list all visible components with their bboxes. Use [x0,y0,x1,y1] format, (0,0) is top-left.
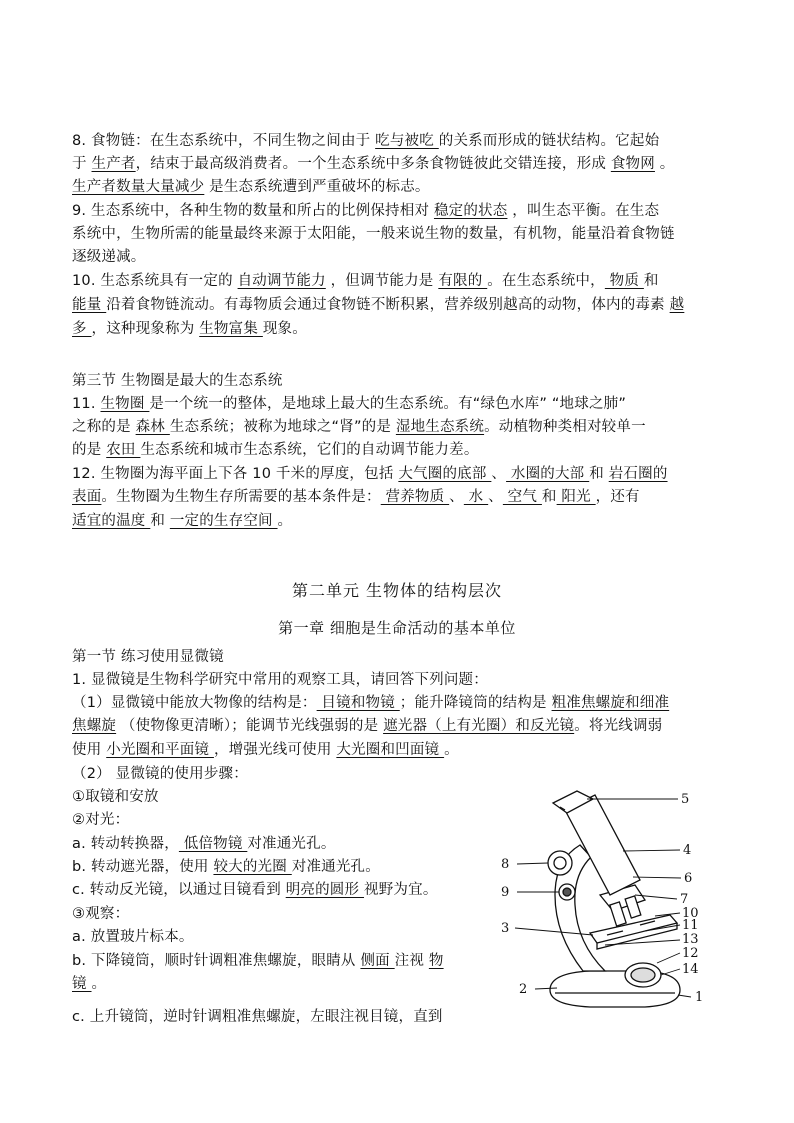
text-segment: ，但调节能力是 [325,273,439,289]
text-segment: 第一节 练习使用显微镜 [72,649,224,665]
text-line [72,393,626,415]
text-segment: 对准通光孔。 [247,836,336,852]
text-line [72,270,659,292]
unit-title: 第二单元 生物体的结构层次 [291,581,503,600]
text-line [72,763,248,785]
answer-blank: 目镜和物镜 [316,695,400,711]
text-segment: ，结束于最高级消费者。一个生态系统中多条食物链彼此交错连接，形成 [135,156,611,172]
text-segment: ①取镜和安放 [72,789,159,805]
text-segment: b. 转动遮光器，使用 [72,859,214,875]
text-segment: 。 [91,976,107,992]
text-segment: ，增强光线可使用 [213,742,337,758]
text-line [72,973,106,995]
answer-blank: 焦螺旋 [72,718,117,734]
label-4: 4 [683,843,692,858]
answer-blank: 森林 [135,419,170,435]
answer-blank: 遮光器（上有光圈）和反光镜 [383,718,575,734]
answer-blank: 生物富集 [199,321,263,337]
text-line [72,294,684,316]
answer-blank: 侧面 [360,953,395,969]
answer-blank: 水 [463,489,489,505]
answer-blank: 岩石圈的 [608,466,668,482]
text-segment: 对准通光孔。 [291,859,380,875]
text-segment: 、 [491,466,507,482]
text-line [72,856,380,878]
text-segment: 使用 [72,742,107,758]
text-segment: ，还有 [595,489,640,505]
text-line [72,176,430,198]
answer-blank: 低倍物镜 [178,836,248,852]
text-segment: 10. 生态系统具有一定的 [72,273,238,289]
chapter-title: 第一章 细胞是生命活动的基本单位 [278,619,516,637]
text-line [72,510,292,532]
label-3: 3 [501,921,510,936]
answer-blank: 适宜的温度 [72,513,151,529]
answer-blank: 生物圈 [100,396,150,412]
text-segment: ③观察： [72,906,130,922]
text-segment: 9. 生态系统中，各种生物的数量和所占的比例保持相对 [72,203,434,219]
text-line [72,879,438,901]
text-segment: 注视 [394,953,429,969]
answer-blank: 有限的 [438,273,488,289]
text-segment: 和 [541,489,557,505]
answer-blank: 一定的生存空间 [169,513,278,529]
answer-blank: 湿地生态系统 [395,419,485,435]
text-line [72,739,459,761]
text-line [72,153,674,175]
text-line [72,646,224,668]
label-11: 11 [682,918,699,933]
text-segment: （2） 显微镜的使用步骤： [72,766,248,782]
answer-blank: 吃与被吃 [375,133,439,149]
text-line [72,200,659,222]
text-line [72,692,669,714]
answer-blank: 空气 [502,489,542,505]
answer-blank: 食物网 [610,156,655,172]
answer-blank: 能量 [72,297,107,313]
text-line [72,463,668,485]
label-6: 6 [684,871,693,886]
text-segment: 第三节 生物圈是最大的生态系统 [72,373,283,389]
text-line [72,1006,443,1028]
text-segment: 11. [72,396,101,412]
text-segment: b. 下降镜筒，顺时针调粗准焦螺旋，眼睛从 [72,953,361,969]
text-segment: 和 [643,273,659,289]
text-segment: 视野为宜。 [364,882,438,898]
text-segment: 。 [444,742,459,758]
text-segment: ②对光： [72,812,130,828]
answer-blank: 自动调节能力 [237,273,326,289]
text-segment: 生态系统；被称为地球之“肾”的是 [169,419,396,435]
text-segment: 的关系而形成的链状结构。它起始 [438,133,660,149]
text-line [72,370,283,392]
text-line [72,950,444,972]
text-segment: 、 [488,489,503,505]
text-line [72,486,640,508]
text-segment: ，叫生态平衡。在生态 [507,203,660,219]
text-segment: c. 转动反光镜，以通过目镜看到 [72,882,286,898]
text-segment: 是一个统一的整体，是地球上最大的生态系统。有“绿色水库” “地球之肺” [149,396,627,412]
answer-blank: 稳定的状态 [433,203,508,219]
text-segment: 8. 食物链：在生态系统中，不同生物之间由于 [72,133,376,149]
answer-blank: 水圈的大部 [506,466,590,482]
label-1: 1 [695,990,704,1005]
text-line [72,786,159,808]
text-segment: 系统中，生物所需的能量最终来源于太阳能，一般来说生物的数量，有机物，能量沿着食物链 [72,226,675,242]
label-12: 12 [682,946,699,961]
text-segment: c. 上升镜筒，逆时针调粗准焦螺旋，左眼注视目镜，直到 [72,1009,443,1025]
text-line [72,669,488,691]
answer-blank: 明亮的圆形 [285,882,365,898]
label-14: 14 [682,962,699,977]
text-line [72,903,129,925]
text-segment: 沿着食物链流动。有毒物质会通过食物链不断积累，营养级别越高的动物，体内的毒素 [106,297,670,313]
label-10: 10 [682,906,699,921]
label-2: 2 [519,982,528,997]
text-line [72,439,479,461]
text-segment: 的是 [72,442,107,458]
text-segment: 于 [72,156,92,172]
answer-blank: 粗准焦螺旋和细准 [551,695,670,711]
answer-blank: 越 [669,297,685,313]
text-line [72,416,646,438]
answer-blank: 营养物质 [380,489,450,505]
text-line [72,809,129,831]
text-segment: a. 转动转换器， [72,836,179,852]
text-segment: 12. 生物圈为海平面上下各 10 千米的厚度，包括 [72,466,399,482]
answer-blank: 物质 [604,273,644,289]
label-13: 13 [682,932,699,947]
text-segment: 。在生态系统中， [487,273,605,289]
text-segment: 和 [589,466,609,482]
answer-blank: 阳光 [556,489,596,505]
answer-blank: 大光圈和凹面镜 [336,742,445,758]
text-segment: 现象。 [262,321,307,337]
text-segment: 。动植物种类相对较单一 [484,419,646,435]
text-line [72,246,146,268]
text-segment: ；能升降镜筒的结构是 [399,695,552,711]
stage [590,915,677,943]
text-segment: 逐级递减。 [72,249,146,265]
text-line [72,130,659,152]
label-7: 7 [680,892,689,907]
text-segment: 之称的是 [72,419,136,435]
label-8: 8 [501,857,510,872]
text-segment: （使物像更清晰）；能调节光线强弱的是 [116,718,384,734]
answer-blank: 农田 [106,442,141,458]
label-5: 5 [681,792,690,807]
text-line [72,926,194,948]
microscope-figure [495,785,725,1025]
text-line [72,833,336,855]
text-segment: 。 [654,156,675,172]
text-line [72,318,307,340]
answer-blank: 生产者数量大量减少 [72,179,205,195]
text-segment: （1）显微镜中能放大物像的结构是： [72,695,317,711]
text-segment: 。生物圈为生物生存所需要的基本条件是： [101,489,381,505]
answer-blank: 多 [72,321,92,337]
text-segment: 1. 显微镜是生物科学研究中常用的观察工具，请回答下列问题： [72,672,488,688]
answer-blank: 生产者 [91,156,136,172]
answer-blank: 表面 [72,489,102,505]
answer-blank: 较大的光圈 [213,859,292,875]
text-segment: 是生态系统遭到严重破坏的标志。 [204,179,430,195]
text-segment: 和 [150,513,170,529]
text-line [72,223,675,245]
text-segment: 生态系统和城市生态系统，它们的自动调节能力差。 [140,442,479,458]
answer-blank: 小光圈和平面镜 [106,742,214,758]
answer-blank: 大气圈的底部 [398,466,492,482]
answer-blank: 镜 [72,976,92,992]
text-line [72,715,662,737]
text-segment: 。 [277,513,293,529]
text-segment: a. 放置玻片标本。 [72,929,194,945]
answer-blank: 物 [428,953,444,969]
text-segment: 。将光线调弱 [574,718,663,734]
label-9: 9 [501,885,510,900]
text-segment: ，这种现象称为 [91,321,200,337]
text-segment: 、 [449,489,464,505]
